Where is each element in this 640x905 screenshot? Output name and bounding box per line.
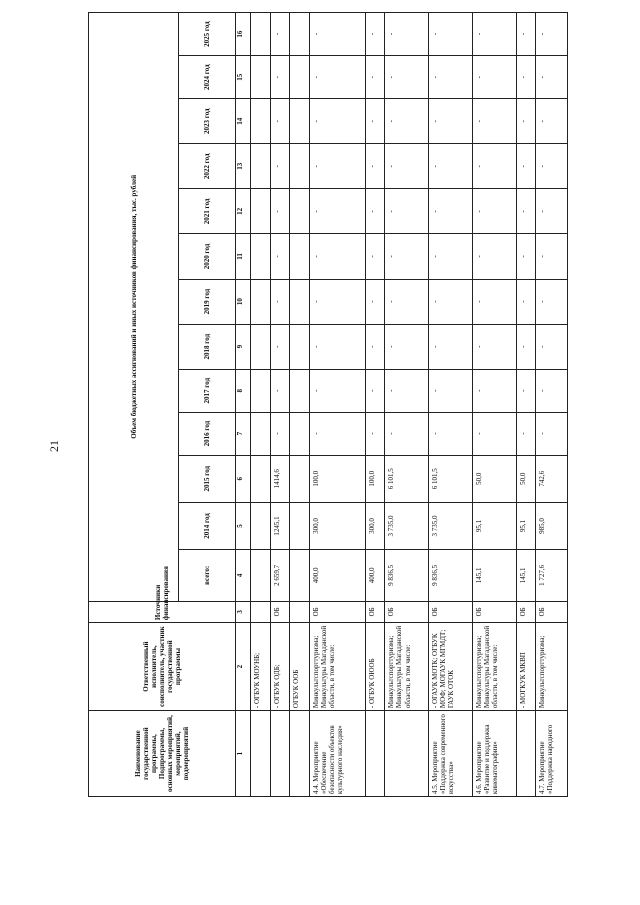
- year-value: [251, 99, 271, 144]
- year-value: -: [536, 279, 568, 324]
- year-value: -: [429, 324, 473, 369]
- year-value: -: [365, 369, 385, 412]
- funding-source: ОБ: [472, 601, 516, 622]
- executor: Минкультспорттуризма; Минкультуры Магаданской области, в том числе:: [385, 623, 429, 711]
- year-value: -: [472, 99, 516, 144]
- column-number: 10: [236, 279, 251, 324]
- total-value: 1 727,6: [536, 550, 568, 602]
- year-value: 300,0: [309, 502, 365, 549]
- year-value: 300,0: [365, 502, 385, 549]
- year-value: [251, 279, 271, 324]
- year-value: 742,6: [536, 455, 568, 502]
- header-year: 2015 год: [179, 455, 236, 502]
- executor: Минкультспорттуризма; Минкультуры Магаданской области, в том числе:: [472, 623, 516, 711]
- header-year: 2017 год: [179, 369, 236, 412]
- year-value: -: [516, 144, 536, 189]
- column-number: 4: [236, 550, 251, 602]
- year-value: -: [516, 13, 536, 56]
- measure-name: 4.6. Мероприятие «Развитие и поддержка кинематографии»: [472, 711, 516, 797]
- year-value: [251, 324, 271, 369]
- header-total: всего:: [179, 550, 236, 602]
- year-value: -: [385, 324, 429, 369]
- year-value: -: [472, 189, 516, 234]
- measure-name: 4.5. Мероприятие «Поддержка современного искусства»: [429, 711, 473, 797]
- year-value: -: [365, 13, 385, 56]
- year-value: -: [270, 144, 290, 189]
- year-value: [290, 455, 310, 502]
- year-value: 3 735,0: [385, 502, 429, 549]
- total-value: 145,1: [516, 550, 536, 602]
- year-value: -: [536, 144, 568, 189]
- table-row: [251, 13, 271, 797]
- year-value: -: [472, 412, 516, 455]
- table-body: [251, 13, 568, 797]
- funding-source: [251, 601, 271, 622]
- year-value: -: [309, 56, 365, 99]
- header-year: 2016 год: [179, 412, 236, 455]
- funding-source: ОБ: [385, 601, 429, 622]
- year-value: [251, 502, 271, 549]
- column-number: 12: [236, 189, 251, 234]
- year-value: -: [385, 234, 429, 279]
- year-value: -: [385, 144, 429, 189]
- column-number: 5: [236, 502, 251, 549]
- table-row: [536, 13, 568, 797]
- year-value: -: [385, 99, 429, 144]
- table-row: [516, 13, 536, 797]
- funding-source: ОБ: [309, 601, 365, 622]
- header-year: 2020 год: [179, 234, 236, 279]
- column-number: 3: [236, 601, 251, 622]
- year-value: 50,0: [472, 455, 516, 502]
- year-value: -: [309, 13, 365, 56]
- year-value: 100,0: [309, 455, 365, 502]
- column-number: 16: [236, 13, 251, 56]
- funding-source: ОБ: [536, 601, 568, 622]
- year-value: [290, 369, 310, 412]
- header-year: 2024 год: [179, 56, 236, 99]
- year-value: [290, 234, 310, 279]
- year-value: 6 101,5: [385, 455, 429, 502]
- year-value: -: [472, 56, 516, 99]
- year-value: -: [385, 13, 429, 56]
- year-value: [251, 13, 271, 56]
- year-value: -: [472, 369, 516, 412]
- year-value: -: [309, 99, 365, 144]
- year-value: [251, 144, 271, 189]
- column-number: 14: [236, 99, 251, 144]
- page-number: 21: [47, 440, 61, 452]
- year-value: -: [429, 234, 473, 279]
- column-number: 8: [236, 369, 251, 412]
- header-funding: Объем бюджетных ассигнований и иных источников финансирования, тыс. рублей: [89, 13, 179, 602]
- year-value: -: [536, 369, 568, 412]
- year-value: [251, 56, 271, 99]
- year-value: -: [516, 412, 536, 455]
- funding-source: ОБ: [270, 601, 290, 622]
- measure-name: [270, 711, 290, 797]
- column-number: 6: [236, 455, 251, 502]
- year-value: [290, 99, 310, 144]
- executor: - ОГБУК МОУНБ;: [251, 623, 271, 711]
- column-number: 7: [236, 412, 251, 455]
- measure-name: [516, 711, 536, 797]
- year-value: -: [365, 144, 385, 189]
- column-number: 2: [236, 623, 251, 711]
- header-year: 2021 год: [179, 189, 236, 234]
- executor: - ОГАУК МОТК; ОГБУК МОФ; МОГАУК МГМДТ; ГАУК ОТОК: [429, 623, 473, 711]
- year-value: [290, 502, 310, 549]
- header-executor: Ответственный исполнитель, соисполнитель, участник государственной программы: [89, 623, 236, 711]
- column-number: 9: [236, 324, 251, 369]
- total-value: 400,0: [365, 550, 385, 602]
- year-value: -: [516, 369, 536, 412]
- year-value: -: [365, 56, 385, 99]
- header-name: Наименование государственной программы, Подпрограммы, основных мероприятий, мероприятий, подмероприятий: [89, 711, 236, 797]
- year-value: -: [309, 144, 365, 189]
- year-value: -: [472, 144, 516, 189]
- year-value: -: [536, 99, 568, 144]
- year-value: [290, 56, 310, 99]
- year-value: 3 735,0: [429, 502, 473, 549]
- year-value: -: [385, 189, 429, 234]
- year-value: -: [365, 99, 385, 144]
- executor: Минкультспорттуризма; Минкультуры Магаданской области, в том числе:: [309, 623, 365, 711]
- table-row: [472, 13, 516, 797]
- measure-name: [365, 711, 385, 797]
- year-value: [290, 189, 310, 234]
- year-value: 1245,1: [270, 502, 290, 549]
- year-value: -: [536, 56, 568, 99]
- year-value: -: [516, 234, 536, 279]
- header-year: 2023 год: [179, 99, 236, 144]
- year-value: -: [365, 189, 385, 234]
- year-value: -: [429, 56, 473, 99]
- year-value: [251, 234, 271, 279]
- year-value: -: [536, 324, 568, 369]
- header-year: 2019 год: [179, 279, 236, 324]
- executor: - ОГБУК ОЮОБ: [365, 623, 385, 711]
- header-year: 2018 год: [179, 324, 236, 369]
- column-number: 1: [236, 711, 251, 797]
- year-value: -: [516, 56, 536, 99]
- header-source: Источники финансирования: [89, 601, 236, 622]
- year-value: -: [270, 412, 290, 455]
- year-value: -: [309, 279, 365, 324]
- year-value: -: [472, 279, 516, 324]
- year-value: -: [365, 279, 385, 324]
- year-value: -: [365, 234, 385, 279]
- year-value: -: [385, 369, 429, 412]
- year-value: -: [270, 13, 290, 56]
- executor: - ОГБУК ОДБ;: [270, 623, 290, 711]
- executor: Минкультспорттуризма;: [536, 623, 568, 711]
- year-value: 95,1: [472, 502, 516, 549]
- year-value: -: [429, 412, 473, 455]
- total-value: 9 836,5: [429, 550, 473, 602]
- year-value: [251, 189, 271, 234]
- table-row: [385, 13, 429, 797]
- year-value: [251, 412, 271, 455]
- header-year: 2014 год: [179, 502, 236, 549]
- funding-source: ОБ: [365, 601, 385, 622]
- table-row: [309, 13, 365, 797]
- funding-source: ОБ: [516, 601, 536, 622]
- column-number-row: [236, 13, 251, 797]
- year-value: -: [516, 279, 536, 324]
- year-value: 95,1: [516, 502, 536, 549]
- total-value: [290, 550, 310, 602]
- table-row: [429, 13, 473, 797]
- year-value: [251, 455, 271, 502]
- year-value: -: [270, 369, 290, 412]
- funding-table-wrapper: [88, 12, 568, 797]
- year-value: -: [472, 13, 516, 56]
- year-value: -: [516, 99, 536, 144]
- year-value: -: [385, 412, 429, 455]
- year-value: -: [472, 234, 516, 279]
- year-value: -: [365, 324, 385, 369]
- header-year: 2022 год: [179, 144, 236, 189]
- year-value: -: [429, 13, 473, 56]
- table-row: [290, 13, 310, 797]
- year-value: -: [536, 189, 568, 234]
- year-value: -: [536, 234, 568, 279]
- funding-source: [290, 601, 310, 622]
- year-value: -: [270, 189, 290, 234]
- year-value: [290, 144, 310, 189]
- year-value: [290, 13, 310, 56]
- year-value: -: [270, 324, 290, 369]
- total-value: [251, 550, 271, 602]
- table-row: [365, 13, 385, 797]
- year-value: [290, 324, 310, 369]
- measure-name: [290, 711, 310, 797]
- year-value: 985,0: [536, 502, 568, 549]
- year-value: -: [309, 324, 365, 369]
- year-value: [251, 369, 271, 412]
- executor: - МОГКУК МКВП: [516, 623, 536, 711]
- year-value: -: [516, 324, 536, 369]
- total-value: 400,0: [309, 550, 365, 602]
- funding-table: [88, 12, 568, 797]
- year-value: -: [516, 189, 536, 234]
- year-value: -: [385, 56, 429, 99]
- year-value: 50,0: [516, 455, 536, 502]
- year-value: -: [429, 279, 473, 324]
- year-value: -: [429, 189, 473, 234]
- total-value: 145,1: [472, 550, 516, 602]
- year-value: -: [385, 279, 429, 324]
- year-value: [290, 279, 310, 324]
- year-value: -: [365, 412, 385, 455]
- year-value: -: [429, 144, 473, 189]
- total-value: 9 836,5: [385, 550, 429, 602]
- year-value: -: [536, 412, 568, 455]
- year-value: -: [536, 13, 568, 56]
- column-number: 13: [236, 144, 251, 189]
- table-row: [270, 13, 290, 797]
- measure-name: [251, 711, 271, 797]
- year-value: -: [429, 369, 473, 412]
- year-value: 1414,6: [270, 455, 290, 502]
- year-value: [290, 412, 310, 455]
- year-value: -: [309, 369, 365, 412]
- year-value: -: [270, 279, 290, 324]
- year-value: -: [429, 99, 473, 144]
- column-number: 15: [236, 56, 251, 99]
- year-value: -: [270, 99, 290, 144]
- total-value: 2 659,7: [270, 550, 290, 602]
- year-value: 100,0: [365, 455, 385, 502]
- measure-name: 4.7. Мероприятие «Поддержка народного: [536, 711, 568, 797]
- year-value: -: [270, 234, 290, 279]
- executor: ОГБУК ООБ: [290, 623, 310, 711]
- funding-source: ОБ: [429, 601, 473, 622]
- measure-name: [385, 711, 429, 797]
- year-value: -: [472, 324, 516, 369]
- column-number: 11: [236, 234, 251, 279]
- header-year: 2025 год: [179, 13, 236, 56]
- measure-name: 4.4. Мероприятие «Обеспечение безопасности объектов культурного наследия»: [309, 711, 365, 797]
- year-value: -: [270, 56, 290, 99]
- year-value: 6 101,5: [429, 455, 473, 502]
- year-value: -: [309, 412, 365, 455]
- year-value: -: [309, 234, 365, 279]
- year-value: -: [309, 189, 365, 234]
